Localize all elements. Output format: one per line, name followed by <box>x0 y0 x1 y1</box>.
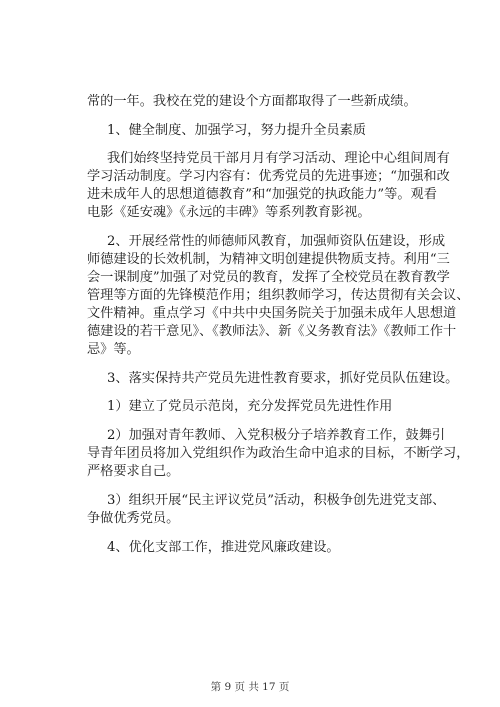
text-line: 学习活动制度。学习内容有：优秀党员的先进事迹；“加强和改 <box>87 169 450 184</box>
section-heading: 3、落实保持共产党员先进性教育要求，抓好党员队伍建设。 <box>107 371 459 386</box>
text-line: 严格要求自己。 <box>87 464 180 479</box>
text-line: 德建设的若干意见》、《教师法》、新《义务教育法》《教师工作十 <box>87 324 457 339</box>
text-line: 师德建设的长效机制，为精神文明创建提供物质支持。利用“三 <box>87 252 450 267</box>
text-line: 导青年团员将加入党组织作为政治生命中追求的目标，不断学习， <box>87 446 470 461</box>
text-line: 文件精神。重点学习《中共中央国务院关于加强未成年人思想道 <box>87 306 457 321</box>
section-heading: 1、健全制度、加强学习，努力提升全员素质 <box>107 123 366 138</box>
list-item: 2）加强对青年教师、入党积极分子培养教育工作，鼓舞引 <box>107 428 446 443</box>
page-number-footer: 第 9 页 共 17 页 <box>210 681 290 693</box>
list-item: 3）组织开展“民主评议党员”活动，积极争创先进党支部、 <box>107 493 446 508</box>
text-line: 常的一年。我校在党的建设个方面都取得了一些新成绩。 <box>87 94 417 109</box>
text-line: 电影《延安魂》《永远的丰碑》等系列教育影视。 <box>87 205 371 220</box>
text-line: 管理等方面的先锋模范作用；组织教师学习，传达贯彻有关会议、 <box>87 288 470 303</box>
text-line: 忌》等。 <box>87 342 140 357</box>
list-item: 1）建立了党员示范岗，充分发挥党员先进性作用 <box>107 399 393 414</box>
section-heading: 2、开展经常性的师德师风教育，加强师资队伍建设，形成 <box>107 234 446 249</box>
text-line: 进未成年人的思想道德教育”和“加强党的执政能力”等。观看 <box>87 187 437 202</box>
text-line: 争做优秀党员。 <box>87 511 180 526</box>
text-line: 我们始终坚持党员干部月月有学习活动、理论中心组间周有 <box>107 151 450 166</box>
text-line: 会一课制度”加强了对党员的教育，发挥了全校党员在教育教学 <box>87 270 450 285</box>
section-heading: 4、优化支部工作，推进党风廉政建设。 <box>107 540 340 555</box>
